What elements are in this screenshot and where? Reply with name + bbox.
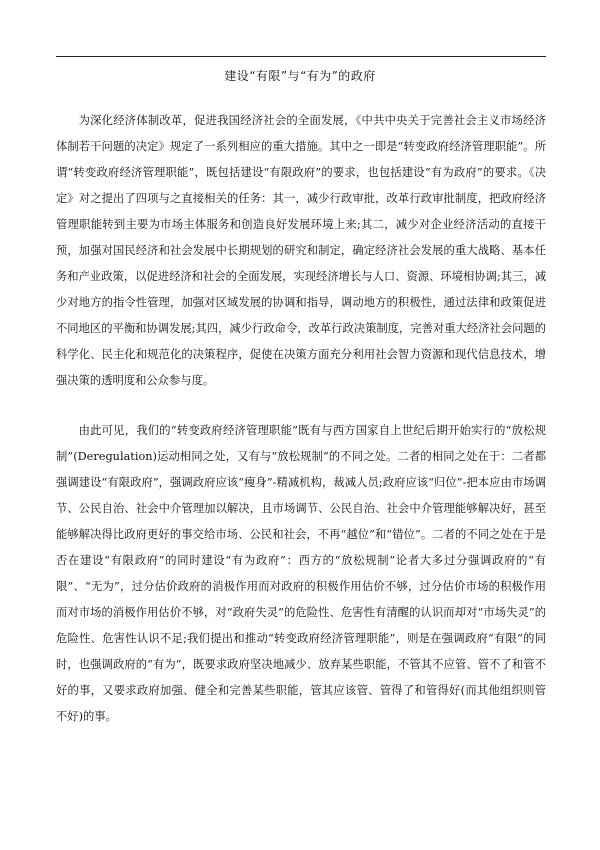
document-title: 建设“有限”与“有为”的政府 (224, 69, 376, 83)
paragraph-1: 为深化经济体制改革，促进我国经济社会的全面发展，《中共中央关于完善社会主义市场经济体制若干问题的决定》规定了一系列相应的重大措施。其中之一即是“转变政府经济管理职能”。所谓“转变政府经济管理职能”，既包括建设“有限政府”的要求，也包括建设“有为政府”的要求。《决定》对之提出了四项与之直接相关的任务：其一，减少行政审批，改革行政审批制度，把政府经济管理职能转到主要为市场主体服务和创造良好发展环境上来;其二，减少对企业经济活动的直接干预，加强对国民经济和社会发展中长期规划的研究和制定，确定经济社会发展的重大战略、基本任务和产业政策，以促进经济和社会的全面发展，实现经济增长与人口、资源、环境相协调;其三，减少对地方的指令性管理，加强对区域发展的协调和指导，调动地方的积极性，通过法律和政策促进不同地区的平衡和协调发展;其四，减少行政命令，改革行政决策制度，完善对重大经济社会问题的科学化、民主化和规范化的决策程序，促使在决策方面充分利用社会智力资源和现代信息技术，增强决策的透明度和公众参与度。 (56, 114, 546, 387)
header-rule (56, 56, 546, 57)
paragraph-2: 由此可见，我们的“转变政府经济管理职能”既有与西方国家自上世纪后期开始实行的“放松规制”(Deregulation)运动相同之处，又有与“放松规制”的不同之处。二者的相同之处在于：二者都强调建设“有限政府”，强调政府应该“瘦身”-精减机构，裁减人员;政府应该“归位”-把本应由市场调节、公民自治、社会中介管理加以解决，且市场调节、公民自治、社会中介管理能够解决好，甚至能够解决得比政府更好的事交给市场、公民和社会，不再“越位”和“错位”。二者的不同之处在于是否在建设“有限政府”的同时建设“有为政府”：西方的“放松规制”论者大多过分强调政府的“有限”、“无为”，过分估价政府的消极作用而对政府的积极作用估价不够，过分估价市场的积极作用而对市场的消极作用估价不够，对“政府失灵”的危险性、危害性有清醒的认识而却对“市场失灵”的危险性、危害性认识不足;我们提出和推动“转变政府经济管理职能”，则是在强调政府“有限”的同时，也强调政府的“有为”，既要求政府坚决地减少、放弃某些职能，不管其不应管、管不了和管不好的事，又要求政府加强、健全和完善某些职能，管其应该管、管得了和管得好(而其他组织则管不好)的事。 (56, 424, 546, 723)
